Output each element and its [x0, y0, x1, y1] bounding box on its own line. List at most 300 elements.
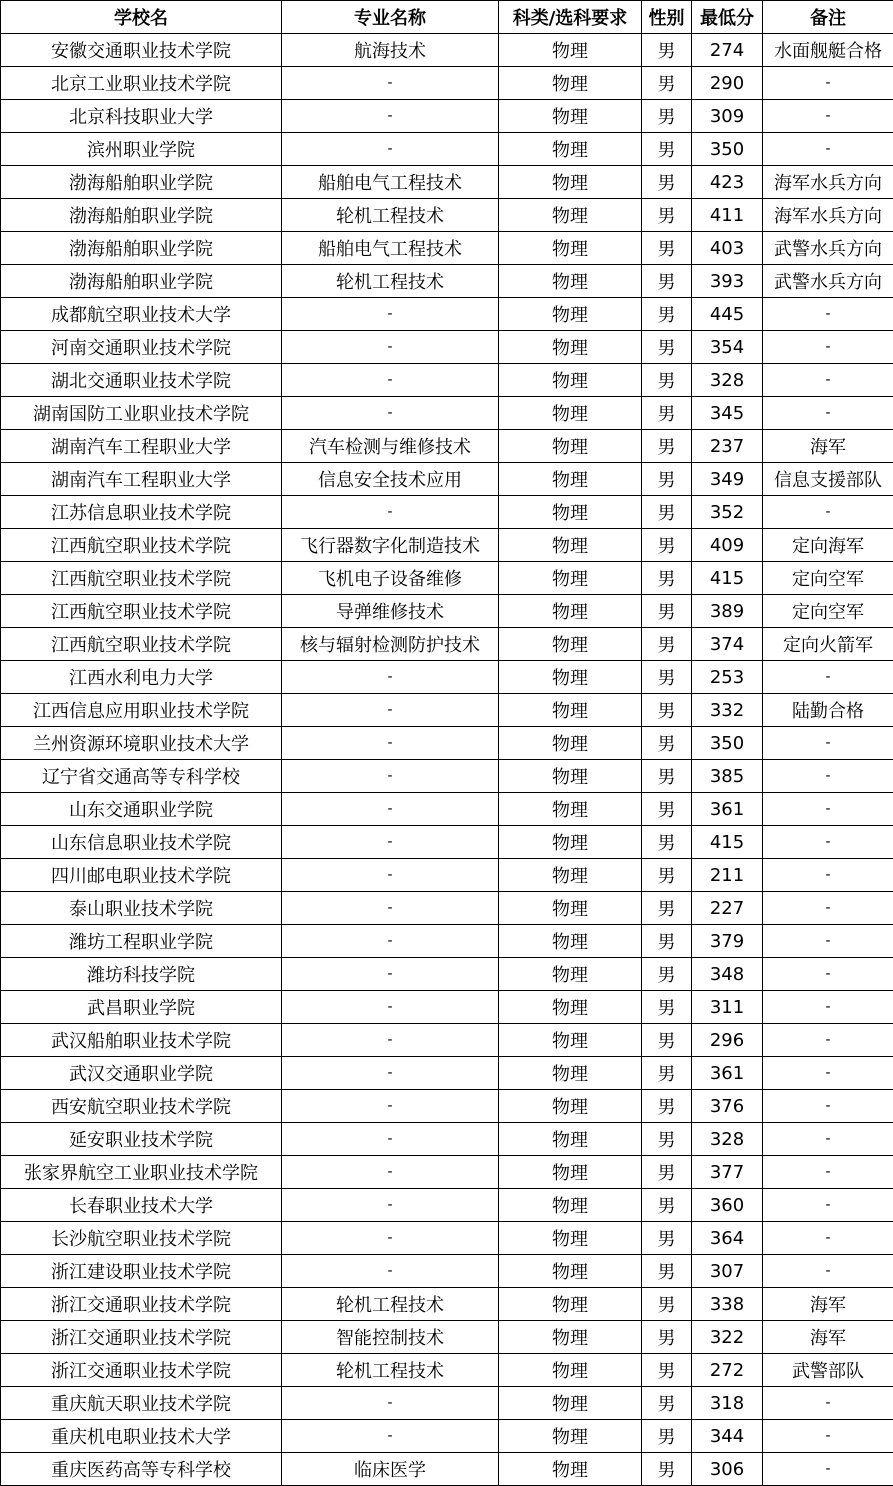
cell-school-name: 长春职业技术大学 — [1, 1189, 282, 1222]
cell-major-name: 汽车检测与维修技术 — [282, 430, 499, 463]
cell-min-score: 322 — [692, 1321, 763, 1354]
cell-remarks: - — [763, 859, 893, 892]
cell-gender: 男 — [642, 430, 692, 463]
cell-gender: 男 — [642, 694, 692, 727]
cell-remarks: 海军水兵方向 — [763, 166, 893, 199]
table-row — [1, 463, 893, 496]
cell-major-name: - — [282, 925, 499, 958]
cell-remarks: - — [763, 793, 893, 826]
cell-major-name: 临床医学 — [282, 1453, 499, 1486]
table-row — [1, 793, 893, 826]
cell-school-name: 江西信息应用职业技术学院 — [1, 694, 282, 727]
cell-min-score: 328 — [692, 364, 763, 397]
table-row — [1, 859, 893, 892]
cell-major-name: 轮机工程技术 — [282, 199, 499, 232]
cell-gender: 男 — [642, 1156, 692, 1189]
cell-school-name: 延安职业技术学院 — [1, 1123, 282, 1156]
cell-subject-requirement: 物理 — [499, 727, 642, 760]
table-row — [1, 34, 893, 67]
cell-subject-requirement: 物理 — [499, 1222, 642, 1255]
cell-gender: 男 — [642, 727, 692, 760]
cell-remarks: - — [763, 397, 893, 430]
cell-min-score: 350 — [692, 727, 763, 760]
cell-subject-requirement: 物理 — [499, 331, 642, 364]
cell-remarks: - — [763, 1057, 893, 1090]
cell-gender: 男 — [642, 595, 692, 628]
cell-major-name: 智能控制技术 — [282, 1321, 499, 1354]
cell-subject-requirement: 物理 — [499, 1321, 642, 1354]
cell-remarks: - — [763, 991, 893, 1024]
cell-major-name: 船舶电气工程技术 — [282, 166, 499, 199]
table-row — [1, 298, 893, 331]
cell-gender: 男 — [642, 661, 692, 694]
cell-remarks: 海军 — [763, 1321, 893, 1354]
table-row — [1, 892, 893, 925]
cell-gender: 男 — [642, 496, 692, 529]
cell-min-score: 307 — [692, 1255, 763, 1288]
cell-major-name: 核与辐射检测防护技术 — [282, 628, 499, 661]
cell-min-score: 296 — [692, 1024, 763, 1057]
cell-remarks: - — [763, 661, 893, 694]
cell-subject-requirement: 物理 — [499, 265, 642, 298]
cell-subject-requirement: 物理 — [499, 859, 642, 892]
cell-min-score: 290 — [692, 67, 763, 100]
cell-major-name: - — [282, 1420, 499, 1453]
cell-school-name: 重庆机电职业技术大学 — [1, 1420, 282, 1453]
cell-subject-requirement: 物理 — [499, 496, 642, 529]
cell-major-name: 飞行器数字化制造技术 — [282, 529, 499, 562]
cell-major-name: - — [282, 67, 499, 100]
table-row — [1, 166, 893, 199]
table-row — [1, 1156, 893, 1189]
cell-subject-requirement: 物理 — [499, 133, 642, 166]
cell-subject-requirement: 物理 — [499, 1189, 642, 1222]
cell-subject-requirement: 物理 — [499, 298, 642, 331]
cell-min-score: 361 — [692, 1057, 763, 1090]
cell-subject-requirement: 物理 — [499, 67, 642, 100]
cell-gender: 男 — [642, 1288, 692, 1321]
cell-gender: 男 — [642, 1222, 692, 1255]
cell-subject-requirement: 物理 — [499, 166, 642, 199]
cell-gender: 男 — [642, 925, 692, 958]
cell-school-name: 浙江交通职业技术学院 — [1, 1321, 282, 1354]
cell-major-name: - — [282, 661, 499, 694]
cell-gender: 男 — [642, 991, 692, 1024]
cell-min-score: 348 — [692, 958, 763, 991]
table-row — [1, 232, 893, 265]
cell-remarks: 定向海军 — [763, 529, 893, 562]
cell-min-score: 253 — [692, 661, 763, 694]
cell-subject-requirement: 物理 — [499, 1255, 642, 1288]
cell-school-name: 武昌职业学院 — [1, 991, 282, 1024]
cell-min-score: 227 — [692, 892, 763, 925]
cell-gender: 男 — [642, 859, 692, 892]
cell-major-name: 轮机工程技术 — [282, 1288, 499, 1321]
cell-min-score: 361 — [692, 793, 763, 826]
cell-school-name: 四川邮电职业技术学院 — [1, 859, 282, 892]
cell-subject-requirement: 物理 — [499, 892, 642, 925]
table-row — [1, 760, 893, 793]
cell-school-name: 武汉交通职业学院 — [1, 1057, 282, 1090]
cell-subject-requirement: 物理 — [499, 1024, 642, 1057]
cell-major-name: - — [282, 826, 499, 859]
cell-school-name: 湖南国防工业职业技术学院 — [1, 397, 282, 430]
cell-subject-requirement: 物理 — [499, 562, 642, 595]
table-row — [1, 67, 893, 100]
cell-major-name: 飞机电子设备维修 — [282, 562, 499, 595]
cell-min-score: 352 — [692, 496, 763, 529]
cell-subject-requirement: 物理 — [499, 760, 642, 793]
cell-remarks: 定向空军 — [763, 562, 893, 595]
cell-min-score: 311 — [692, 991, 763, 1024]
cell-major-name: - — [282, 397, 499, 430]
table-row — [1, 1321, 893, 1354]
cell-gender: 男 — [642, 892, 692, 925]
cell-major-name: - — [282, 1387, 499, 1420]
table-row — [1, 1222, 893, 1255]
cell-subject-requirement: 物理 — [499, 364, 642, 397]
header-gender: 性别 — [642, 1, 692, 34]
cell-subject-requirement: 物理 — [499, 628, 642, 661]
cell-gender: 男 — [642, 1057, 692, 1090]
cell-gender: 男 — [642, 562, 692, 595]
table-row — [1, 1123, 893, 1156]
cell-remarks: - — [763, 760, 893, 793]
cell-major-name: 信息安全技术应用 — [282, 463, 499, 496]
cell-subject-requirement: 物理 — [499, 958, 642, 991]
cell-gender: 男 — [642, 166, 692, 199]
cell-school-name: 北京科技职业大学 — [1, 100, 282, 133]
cell-gender: 男 — [642, 298, 692, 331]
cell-min-score: 374 — [692, 628, 763, 661]
cell-gender: 男 — [642, 199, 692, 232]
cell-remarks: - — [763, 364, 893, 397]
table-row — [1, 628, 893, 661]
cell-min-score: 376 — [692, 1090, 763, 1123]
header-subject-requirement: 科类/选科要求 — [499, 1, 642, 34]
table-row — [1, 199, 893, 232]
cell-subject-requirement: 物理 — [499, 1057, 642, 1090]
cell-subject-requirement: 物理 — [499, 34, 642, 67]
cell-min-score: 211 — [692, 859, 763, 892]
cell-major-name: - — [282, 793, 499, 826]
cell-subject-requirement: 物理 — [499, 529, 642, 562]
cell-min-score: 423 — [692, 166, 763, 199]
cell-subject-requirement: 物理 — [499, 826, 642, 859]
cell-gender: 男 — [642, 628, 692, 661]
cell-school-name: 成都航空职业技术大学 — [1, 298, 282, 331]
cell-major-name: - — [282, 364, 499, 397]
cell-subject-requirement: 物理 — [499, 1288, 642, 1321]
table-row — [1, 1387, 893, 1420]
cell-subject-requirement: 物理 — [499, 1090, 642, 1123]
table-row — [1, 430, 893, 463]
cell-min-score: 385 — [692, 760, 763, 793]
cell-major-name: - — [282, 1090, 499, 1123]
header-min-score: 最低分 — [692, 1, 763, 34]
cell-min-score: 389 — [692, 595, 763, 628]
table-row — [1, 265, 893, 298]
cell-school-name: 浙江交通职业技术学院 — [1, 1288, 282, 1321]
cell-gender: 男 — [642, 133, 692, 166]
cell-remarks: 武警水兵方向 — [763, 232, 893, 265]
cell-subject-requirement: 物理 — [499, 1453, 642, 1486]
table-row — [1, 694, 893, 727]
cell-gender: 男 — [642, 34, 692, 67]
cell-gender: 男 — [642, 1255, 692, 1288]
cell-remarks: - — [763, 1222, 893, 1255]
cell-major-name: 船舶电气工程技术 — [282, 232, 499, 265]
cell-subject-requirement: 物理 — [499, 925, 642, 958]
cell-school-name: 泰山职业技术学院 — [1, 892, 282, 925]
table-row — [1, 496, 893, 529]
cell-school-name: 北京工业职业技术学院 — [1, 67, 282, 100]
cell-major-name: - — [282, 1156, 499, 1189]
cell-gender: 男 — [642, 1354, 692, 1387]
table-row — [1, 661, 893, 694]
cell-gender: 男 — [642, 1420, 692, 1453]
cell-gender: 男 — [642, 1189, 692, 1222]
cell-school-name: 武汉船舶职业技术学院 — [1, 1024, 282, 1057]
cell-school-name: 浙江建设职业技术学院 — [1, 1255, 282, 1288]
cell-remarks: - — [763, 727, 893, 760]
cell-school-name: 浙江交通职业技术学院 — [1, 1354, 282, 1387]
cell-remarks: - — [763, 1453, 893, 1486]
table-row — [1, 1288, 893, 1321]
cell-subject-requirement: 物理 — [499, 1420, 642, 1453]
cell-school-name: 潍坊科技学院 — [1, 958, 282, 991]
table-row — [1, 331, 893, 364]
cell-major-name: - — [282, 892, 499, 925]
cell-min-score: 272 — [692, 1354, 763, 1387]
cell-gender: 男 — [642, 1387, 692, 1420]
cell-gender: 男 — [642, 1453, 692, 1486]
header-school-name: 学校名 — [1, 1, 282, 34]
table-row — [1, 364, 893, 397]
cell-major-name: - — [282, 496, 499, 529]
cell-remarks: 海军 — [763, 1288, 893, 1321]
cell-school-name: 重庆医药高等专科学校 — [1, 1453, 282, 1486]
cell-remarks: - — [763, 67, 893, 100]
cell-major-name: - — [282, 991, 499, 1024]
cell-school-name: 江西航空职业技术学院 — [1, 628, 282, 661]
cell-major-name: - — [282, 133, 499, 166]
header-major-name: 专业名称 — [282, 1, 499, 34]
cell-min-score: 364 — [692, 1222, 763, 1255]
cell-subject-requirement: 物理 — [499, 1156, 642, 1189]
cell-school-name: 江西航空职业技术学院 — [1, 529, 282, 562]
table-row — [1, 1090, 893, 1123]
cell-min-score: 349 — [692, 463, 763, 496]
cell-remarks: 武警部队 — [763, 1354, 893, 1387]
cell-major-name: - — [282, 100, 499, 133]
table-row — [1, 958, 893, 991]
cell-remarks: - — [763, 1387, 893, 1420]
cell-min-score: 350 — [692, 133, 763, 166]
cell-remarks: - — [763, 1420, 893, 1453]
cell-major-name: - — [282, 1057, 499, 1090]
table-row — [1, 991, 893, 1024]
table-row — [1, 727, 893, 760]
cell-major-name: 航海技术 — [282, 34, 499, 67]
cell-gender: 男 — [642, 826, 692, 859]
cell-gender: 男 — [642, 760, 692, 793]
cell-subject-requirement: 物理 — [499, 595, 642, 628]
table-row — [1, 826, 893, 859]
cell-major-name: - — [282, 760, 499, 793]
cell-school-name: 湖北交通职业技术学院 — [1, 364, 282, 397]
table-row — [1, 1354, 893, 1387]
table-row — [1, 529, 893, 562]
cell-min-score: 274 — [692, 34, 763, 67]
cell-min-score: 338 — [692, 1288, 763, 1321]
table-row — [1, 1057, 893, 1090]
cell-gender: 男 — [642, 1024, 692, 1057]
table-row — [1, 925, 893, 958]
cell-remarks: - — [763, 1090, 893, 1123]
cell-major-name: - — [282, 331, 499, 364]
cell-school-name: 江西航空职业技术学院 — [1, 595, 282, 628]
cell-remarks: - — [763, 1255, 893, 1288]
cell-gender: 男 — [642, 265, 692, 298]
cell-gender: 男 — [642, 67, 692, 100]
cell-subject-requirement: 物理 — [499, 1123, 642, 1156]
cell-min-score: 360 — [692, 1189, 763, 1222]
cell-major-name: - — [282, 1222, 499, 1255]
cell-remarks: - — [763, 331, 893, 364]
cell-school-name: 山东交通职业学院 — [1, 793, 282, 826]
cell-min-score: 332 — [692, 694, 763, 727]
cell-min-score: 318 — [692, 1387, 763, 1420]
cell-subject-requirement: 物理 — [499, 661, 642, 694]
cell-min-score: 354 — [692, 331, 763, 364]
cell-gender: 男 — [642, 364, 692, 397]
cell-major-name: - — [282, 694, 499, 727]
cell-school-name: 渤海船舶职业学院 — [1, 265, 282, 298]
cell-gender: 男 — [642, 1090, 692, 1123]
cell-subject-requirement: 物理 — [499, 694, 642, 727]
cell-major-name: - — [282, 859, 499, 892]
cell-remarks: - — [763, 958, 893, 991]
cell-remarks: - — [763, 925, 893, 958]
cell-major-name: 导弹维修技术 — [282, 595, 499, 628]
table-row — [1, 595, 893, 628]
cell-remarks: - — [763, 892, 893, 925]
cell-school-name: 西安航空职业技术学院 — [1, 1090, 282, 1123]
cell-school-name: 滨州职业学院 — [1, 133, 282, 166]
cell-subject-requirement: 物理 — [499, 199, 642, 232]
cell-min-score: 415 — [692, 562, 763, 595]
cell-subject-requirement: 物理 — [499, 991, 642, 1024]
table-row — [1, 1189, 893, 1222]
cell-school-name: 渤海船舶职业学院 — [1, 166, 282, 199]
cell-subject-requirement: 物理 — [499, 397, 642, 430]
cell-remarks: 定向空军 — [763, 595, 893, 628]
cell-subject-requirement: 物理 — [499, 430, 642, 463]
cell-min-score: 237 — [692, 430, 763, 463]
cell-school-name: 渤海船舶职业学院 — [1, 232, 282, 265]
cell-school-name: 渤海船舶职业学院 — [1, 199, 282, 232]
cell-remarks: - — [763, 1189, 893, 1222]
cell-remarks: - — [763, 496, 893, 529]
table-row — [1, 100, 893, 133]
cell-school-name: 河南交通职业技术学院 — [1, 331, 282, 364]
cell-subject-requirement: 物理 — [499, 232, 642, 265]
cell-min-score: 411 — [692, 199, 763, 232]
cell-min-score: 393 — [692, 265, 763, 298]
cell-major-name: - — [282, 1255, 499, 1288]
cell-remarks: - — [763, 826, 893, 859]
cell-major-name: 轮机工程技术 — [282, 1354, 499, 1387]
cell-remarks: - — [763, 298, 893, 331]
cell-remarks: 定向火箭军 — [763, 628, 893, 661]
table-row — [1, 1453, 893, 1486]
cell-school-name: 湖南汽车工程职业大学 — [1, 430, 282, 463]
cell-major-name: 轮机工程技术 — [282, 265, 499, 298]
cell-school-name: 山东信息职业技术学院 — [1, 826, 282, 859]
cell-school-name: 兰州资源环境职业技术大学 — [1, 727, 282, 760]
cell-school-name: 潍坊工程职业学院 — [1, 925, 282, 958]
header-row — [1, 1, 893, 34]
table-row — [1, 133, 893, 166]
cell-remarks: 水面舰艇合格 — [763, 34, 893, 67]
cell-gender: 男 — [642, 331, 692, 364]
cell-remarks: 海军水兵方向 — [763, 199, 893, 232]
cell-school-name: 江西航空职业技术学院 — [1, 562, 282, 595]
table-row — [1, 1024, 893, 1057]
cell-subject-requirement: 物理 — [499, 1387, 642, 1420]
cell-remarks: - — [763, 1123, 893, 1156]
cell-subject-requirement: 物理 — [499, 1354, 642, 1387]
cell-subject-requirement: 物理 — [499, 463, 642, 496]
cell-remarks: 陆勤合格 — [763, 694, 893, 727]
table-row — [1, 1255, 893, 1288]
cell-major-name: - — [282, 727, 499, 760]
cell-min-score: 379 — [692, 925, 763, 958]
cell-major-name: - — [282, 958, 499, 991]
cell-gender: 男 — [642, 793, 692, 826]
cell-gender: 男 — [642, 958, 692, 991]
cell-school-name: 重庆航天职业技术学院 — [1, 1387, 282, 1420]
cell-school-name: 江苏信息职业技术学院 — [1, 496, 282, 529]
cell-gender: 男 — [642, 100, 692, 133]
cell-min-score: 344 — [692, 1420, 763, 1453]
table-row — [1, 1420, 893, 1453]
cell-major-name: - — [282, 1024, 499, 1057]
cell-remarks: 信息支援部队 — [763, 463, 893, 496]
cell-min-score: 309 — [692, 100, 763, 133]
cell-school-name: 湖南汽车工程职业大学 — [1, 463, 282, 496]
cell-major-name: - — [282, 1189, 499, 1222]
cell-remarks: - — [763, 1024, 893, 1057]
cell-school-name: 安徽交通职业技术学院 — [1, 34, 282, 67]
table-row — [1, 562, 893, 595]
cell-remarks: 武警水兵方向 — [763, 265, 893, 298]
cell-major-name: - — [282, 1123, 499, 1156]
cell-remarks: - — [763, 1156, 893, 1189]
cell-min-score: 377 — [692, 1156, 763, 1189]
cell-min-score: 345 — [692, 397, 763, 430]
cell-subject-requirement: 物理 — [499, 100, 642, 133]
cell-gender: 男 — [642, 232, 692, 265]
cell-school-name: 江西水利电力大学 — [1, 661, 282, 694]
cell-remarks: - — [763, 100, 893, 133]
cell-min-score: 445 — [692, 298, 763, 331]
table-body — [1, 34, 893, 1486]
cell-min-score: 328 — [692, 1123, 763, 1156]
cell-min-score: 403 — [692, 232, 763, 265]
cell-remarks: - — [763, 133, 893, 166]
